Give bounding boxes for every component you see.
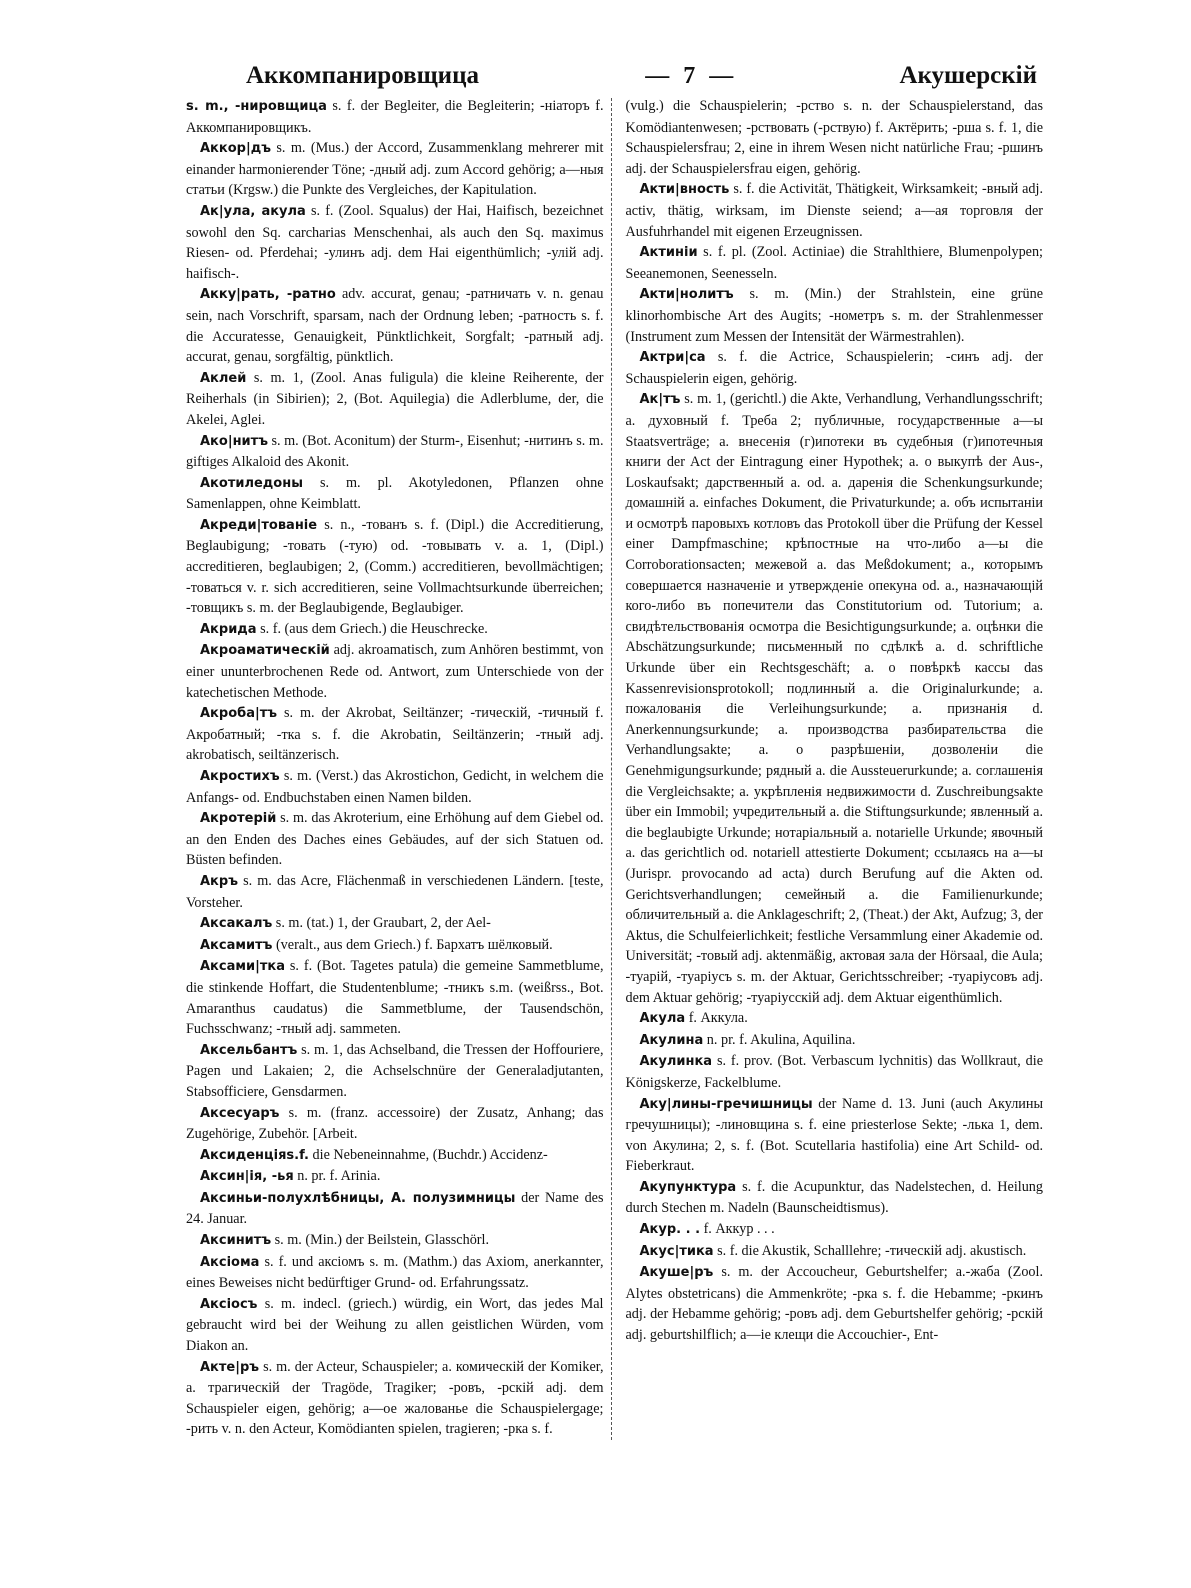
entry-definition: s. m. (Bot. Aconitum) der Sturm-, Eisenhut; -нитинъ s. m. giftiges Alkaloid des Akonit. — [186, 432, 604, 471]
entry-definition: s. f. die Acupunktur, das Nadelstechen, d. Heilung durch Stechen m. Nadeln (Baunscheidtismus). — [625, 1178, 1043, 1217]
entry-definition: s. m. (Min.) der Strahlstein, eine grüne klinorhombische Art des Augits; -нометръ s. m. der Strahlenmesser (Instrument zum Messen der Intensität der Wärmestrahlen). — [625, 286, 1043, 345]
entry-headword: Акреди|тованіе — [200, 517, 318, 533]
dictionary-entry — [186, 138, 604, 201]
entry-headword: Акти|вность — [639, 182, 730, 198]
entry-definition: s. m. (Min.) der Beilstein, Glasschörl. — [271, 1232, 489, 1249]
entry-headword: Аксинитъ — [200, 1233, 272, 1249]
entry-definition: s. m. indecl. (griech.) würdig, ein Wort, das jedes Mal gebraucht wird bei der Weihung zu allen geistlichen Würden, vom Diakon an. — [186, 1295, 604, 1355]
dictionary-entry — [626, 347, 1044, 389]
entry-definition: s. m. das Acre, Flächenmaß in verschiedenen Ländern. [teste, Vorsteher. — [186, 872, 604, 911]
page-number: — 7 — — [645, 63, 734, 89]
entry-headword: Акупунктура — [639, 1179, 737, 1195]
dictionary-entry — [186, 515, 604, 619]
dictionary-entry — [626, 1008, 1044, 1030]
entry-definition: s. n., -тованъ s. f. (Dipl.) die Accreditierung, Beglaubigung; -товать (-тую) od. -товывать v. a. 1, (Dipl.) accreditieren, beglaubigen; 2, (Comm.) accreditieren, bevollmächtigen; -товаться v. r. sich accreditieren, seine Vollmachtsurkunde überreichen; -товщикъ s. m. der Beglaubigende, Beglaubiger. — [186, 516, 604, 617]
dictionary-entry — [186, 1040, 604, 1103]
dictionary-entry — [186, 913, 604, 935]
dictionary-entry — [186, 619, 604, 641]
entry-definition: s. f. der Begleiter, die Begleiterin; -ніаторъ f. Аккомпанировщикъ. — [186, 98, 604, 136]
entry-headword: Аксиньи-полухлѣбницы, А. полузимницы — [200, 1190, 516, 1206]
dictionary-entry — [626, 1219, 1044, 1241]
entry-headword: Аксами|тка — [200, 959, 285, 975]
entry-definition: s. m. 1, das Achselband, die Tressen der Hoffouriere, Pagen und Lakaien; 2, die Achselschnüre der Generaladjutanten, Stabsofficiere, Gensdarmen. — [186, 1041, 604, 1100]
entry-headword: Аксиденціяs.f. — [200, 1147, 309, 1163]
entry-definition: s. m. der Accoucheur, Geburtshelfer; а.-жаба (Zool. Alytes obstetricans) die Ammenkröte; -рка s. f. die Hebamme; -ркинъ adj. der Hebamme gehörig; -ровъ adj. dem Geburtshelfer gehörig; -рскій adj. geburtshilflich; а—іе клещи die Accouchier-, Ent- — [625, 1264, 1043, 1344]
entry-headword: Акулинка — [639, 1054, 713, 1070]
column-divider — [611, 98, 612, 1440]
entry-headword: Акур. . . — [639, 1222, 701, 1238]
entry-headword: Акръ — [200, 873, 238, 889]
dictionary-entry — [186, 1188, 604, 1230]
entry-definition: s. m. das Akroterium, eine Erhöhung auf dem Giebel od. an den Enden des Daches eines Gebäudes, auf der sich Statuen od. Büsten befinden. — [186, 810, 604, 869]
entry-definition: s. m. 1, (Zool. Anas fuligula) die kleine Reiherente, der Reiherhals (in Sibirien); 2, (Bot. Aquilegia) die Adlerblume, der, die Akelei, Aglei. — [186, 369, 604, 428]
entry-headword: Акроаматическій — [200, 643, 330, 659]
dictionary-entry — [186, 766, 604, 808]
dictionary-entry — [186, 1166, 604, 1188]
entry-definition: s. m. (franz. accessoire) der Zusatz, Anhang; das Zugehörige, Zubehör. [Arbeit. — [186, 1104, 604, 1143]
entry-definition: s. f. pl. (Zool. Actiniae) die Strahlthiere, Blumenpolypen; Seeanemonen, Seenesseln. — [625, 244, 1043, 282]
entry-headword: Аксесуаръ — [200, 1105, 280, 1121]
entry-headword: Акротерій — [200, 811, 277, 827]
entry-headword: Акроба|тъ — [200, 706, 278, 722]
dictionary-entry — [626, 284, 1044, 347]
dictionary-entry — [186, 640, 604, 703]
entry-definition: s. f. (Bot. Tagetes patula) die gemeine Sammetblume, die stinkende Hoffart, die Studentenblume; -тникъ s.m. (weißrss., Bot. Amaranthus caudatus) die Sammetblume, der Tausendschön, Fuchsschwanz; -тный adj. sammeten. — [186, 958, 604, 1038]
dictionary-entry — [186, 703, 604, 766]
dictionary-entry — [186, 431, 604, 473]
entry-definition: s. m. der Acteur, Schauspieler; а. комическій der Komiker, а. трагическій der Tragöde, Tragiker; -ровъ, -рскій adj. dem Schauspieler eigen, gehörig; а—ое жалованье die Schauspielergage; -рить v. n. den Acteur, Komödianten spielen, tragieren; -рка s. f. — [186, 1358, 604, 1438]
dictionary-entry — [186, 1103, 604, 1145]
entry-headword: s. m., -нировщица — [186, 99, 327, 114]
dictionary-entry — [186, 956, 604, 1039]
entry-definition: s. f. (aus dem Griech.) die Heuschrecke. — [256, 620, 488, 637]
entry-headword: Акте|ръ — [200, 1359, 260, 1375]
entry-definition: s. m. (tat.) 1, der Graubart, 2, der Ael- — [272, 915, 491, 932]
entry-headword: Аксельбантъ — [200, 1042, 298, 1058]
entry-headword: Аксамитъ — [200, 937, 273, 953]
entry-definition: s. m. pl. Akotyledonen, Pflanzen ohne Samenlappen, ohne Keimblatt. — [186, 474, 604, 513]
entry-headword: Акростихъ — [200, 769, 280, 784]
entry-headword: Аксакалъ — [200, 916, 273, 932]
entry-definition: adv. accurat, genau; -ратничать v. n. genau sein, nach Vorschrift, sparsam, nach der Ordnung leben; -ратность s. f. die Accuratesse, Genauigkeit, Pünktlichkeit, Sorgfalt; -ратный adj. accurat, genau, sorgfältig, pünktlich. — [186, 286, 604, 366]
dictionary-entry — [626, 96, 1044, 179]
entry-definition: s. m. der Akrobat, Seiltänzer; -тическій, -тичный f. Акробатный; -тка s. f. die Akrobatin, Seiltänzerin; -тный adj. akrobatisch, seiltänzerisch. — [186, 705, 604, 764]
entry-definition: (veralt., aus dem Griech.) f. Бархатъ шёлковый. — [272, 936, 553, 953]
entry-definition: der Name des 24. Januar. — [186, 1189, 604, 1228]
entry-definition: s. f. die Activität, Thätigkeit, Wirksamkeit; -вный adj. activ, thätig, wirksam, im Dienste seiend; а—ая торговля der Ausfuhrhandel mit eigenen Erzeugnissen. — [625, 181, 1043, 240]
entry-headword: Аклей — [200, 370, 247, 386]
dictionary-entry — [186, 284, 604, 367]
dictionary-entry — [186, 473, 604, 515]
dictionary-entry — [186, 1294, 604, 1357]
entry-definition: s. m. (Verst.) das Akrostichon, Gedicht, in welchem die Anfangs- od. Endbuchstaben einen Namen bilden. — [186, 768, 604, 806]
entry-definition: n. pr. f. Arinia. — [293, 1168, 381, 1185]
entry-headword: Аку|лины-гречишницы — [639, 1096, 813, 1112]
columns — [186, 96, 1043, 1440]
dictionary-entry — [626, 179, 1044, 242]
entry-headword: Акку|рать, -ратно — [200, 287, 336, 303]
entry-definition: adj. akroamatisch, zum Anhören bestimmt, von einer ununterbrochenen Rede od. Antwort, zum Unterschiede von der katechetischen Methode. — [186, 642, 604, 701]
entry-definition: f. Аккула. — [685, 1010, 748, 1027]
entry-headword: Ако|нитъ — [200, 433, 268, 449]
entry-headword: Акуше|ръ — [639, 1265, 714, 1281]
entry-definition: s. m. (Mus.) der Accord, Zusammenklang mehrerer mit einander harmonierender Töne; -дный adj. zum Accord gehörig; а—ныя статьи (Krgsw.) die Punkte des Vergleiches, der Kapitulation. — [186, 140, 604, 199]
dictionary-entry — [186, 1252, 604, 1294]
entry-definition: s. f. prov. (Bot. Verbascum lychnitis) das Wollkraut, die Königskerze, Fackelblume. — [625, 1053, 1043, 1091]
header-right-word: Акушерскій — [899, 62, 1037, 89]
left-column — [186, 96, 604, 1440]
dictionary-entry — [626, 389, 1044, 1008]
entry-headword: Актиніи — [639, 245, 698, 261]
dictionary-entry — [186, 1145, 604, 1167]
dictionary-entry — [186, 935, 604, 957]
entry-headword: Акотиледоны — [200, 475, 303, 491]
dictionary-entry — [626, 1094, 1044, 1177]
dictionary-entry — [626, 1051, 1044, 1093]
entry-headword: Акулина — [639, 1032, 704, 1048]
entry-headword: Акула — [639, 1011, 686, 1027]
dictionary-entry — [186, 96, 604, 138]
dictionary-entry — [626, 1177, 1044, 1219]
entry-headword: Актри|са — [639, 350, 706, 366]
entry-definition: die Nebeneinnahme, (Buchdr.) Accidenz- — [309, 1146, 548, 1163]
entry-definition: s. f. (Zool. Squalus) der Hai, Haifisch, bezeichnet sowohl den Sq. carcharias Menschenhai, als auch den Sq. maximus Riesen- od. Pferdehai; -улинъ adj. dem Hai eigenthümlich; -улій adj. haifisch-. — [186, 202, 604, 282]
entry-definition: s. f. die Actrice, Schauspielerin; -синъ adj. der Schauspielerin eigen, gehörig. — [625, 349, 1043, 387]
dictionary-entry — [626, 1262, 1044, 1345]
entry-headword: Ак|тъ — [639, 392, 681, 408]
entry-definition: der Name d. 13. Juni (auch Акулины гречушницы); -линовщина s. f. eine priesterlose Sekte; -лька 1, dem. von Акулина; 2, s. f. (Bot. Scutellaria hastifolia) eine Art Schild- od. Fieberkraut. — [625, 1095, 1043, 1175]
entry-headword: Ак|ула, акула — [200, 203, 306, 219]
page-header — [246, 62, 1037, 90]
entry-definition: s. f. und аксіомъ s. m. (Mathm.) das Axiom, anerkannter, eines Beweises nicht bedürftiger Grund- od. Erfahrungssatz. — [186, 1253, 604, 1292]
entry-headword: Аксіома — [200, 1254, 260, 1270]
dictionary-entry — [626, 1241, 1044, 1263]
entry-definition: n. pr. f. Akulina, Aquilina. — [703, 1031, 856, 1048]
entry-headword: Акти|нолитъ — [639, 287, 734, 303]
entry-definition: (vulg.) die Schauspielerin; -рство s. n. der Schauspielerstand, das Komödiantenwesen; -рствовать (-рствую) f. Актёрить; -рша s. f. 1, die Schauspielersfrau; 2, eine in ihrem Wesen nicht natürliche Frau; -ршинъ adj. der Schauspielersfrau eigen, gehörig. — [625, 98, 1043, 177]
entry-headword: Аккор|дъ — [200, 141, 271, 157]
right-column — [626, 96, 1044, 1440]
header-left-word: Аккомпанировщица — [246, 62, 479, 89]
dictionary-entry — [186, 808, 604, 871]
page-number-value: 7 — [683, 63, 696, 89]
entry-definition: s. m. 1, (gerichtl.) die Akte, Verhandlung, Verhandlungsschrift; а. духовный f. Треба 2; публичные, государственные а—ы Staatsverträge; а. внесенія (г)ипотеки въ судебныя (г)ипотечныя книги der Act der Eintragung einer Hypothek; а. о выкупѣ der Aus-, Loskaufsakt; дарственный а. od. а. даренія die Schenkungsurkunde; домашній а. einfaches Dokument, die Privaturkunde; а. объ испытаніи и осмотрѣ паровыхъ котловъ das Protokoll über die Prüfung der Kessel einer Dampfmaschine; крѣпостные на что-либо а—ы die Corroborationsacten; межевой а. das Meßdokument; а., которымъ совершается назначеніе и утвержденіе опекуна od. а., назначающій кого-либо въ попечители das Constitutorium od. Tutorium; а. свидѣтельствованія осмотра die Besichtigungsurkunde; а. оцѣнки die Abschätzungsurkunde; письменный по сдѣлкѣ а. d. schriftliche Urkunde über ein Rechtsgeschäft; а. о повѣркѣ кассы das Kassenrevisionsprotokoll; подлинный а. die Originalurkunde; а. пожалованія die Verleihungsurkunde; а. признанія d. Anerkennungsurkunde; а. производства разбирательства die Verhandlungsakte; а. о разрѣшеніи, дозволеніи die Genehmigungsurkunde; рядный а. die Aussteuerurkunde; а. соглашенія die Vergleichsakte; а. укрѣпленія недвижимости d. Zuschreibungsakte über ein Immobil; учредительный а. die Stiftungsurkunde; явленный а. die beglaubigte Urkunde; нотаріальный а. notarielle Urkunde; явочный а. das gerichtlich od. notariell attestierte Dokument; ссылаясь на а—ы (Jurispr. provocando ad acta) durch Berufung auf die Akten od. Gerichtsverhandlungen; семейный а. die Familienurkunde; обличительный а. die Anklageschrift; 2, (Theat.) der Akt, Aufzug; 3, der Aktus, die Schulfeierlichkeit; festliche Versammlung einer Akademie od. Universität; -товый adj. aktenmäßig, актовая зала der Hörsaal, die Aula; -туарій, -туаріусъ s. m. der Aktuar, Gerichtsschreiber; -туаріусовъ adj. dem Aktuar gehörig; -туаріусскій adj. dem Aktuar eigenthümlich. — [625, 391, 1043, 1006]
entry-definition: f. Аккур . . . — [700, 1221, 775, 1238]
entry-headword: Аксіосъ — [200, 1296, 258, 1312]
dictionary-entry — [186, 1230, 604, 1252]
dictionary-entry — [186, 368, 604, 431]
entry-headword: Акус|тика — [639, 1243, 714, 1259]
dictionary-entry — [626, 1030, 1044, 1052]
entry-headword: Аксин|ія, -ья — [200, 1169, 294, 1185]
dictionary-entry — [626, 242, 1044, 284]
dictionary-entry — [186, 1357, 604, 1440]
entry-definition: s. f. die Akustik, Schalllehre; -тическій adj. akustisch. — [713, 1242, 1027, 1259]
entry-headword: Акрида — [200, 621, 257, 637]
dictionary-entry — [186, 201, 604, 284]
dictionary-entry — [186, 871, 604, 913]
